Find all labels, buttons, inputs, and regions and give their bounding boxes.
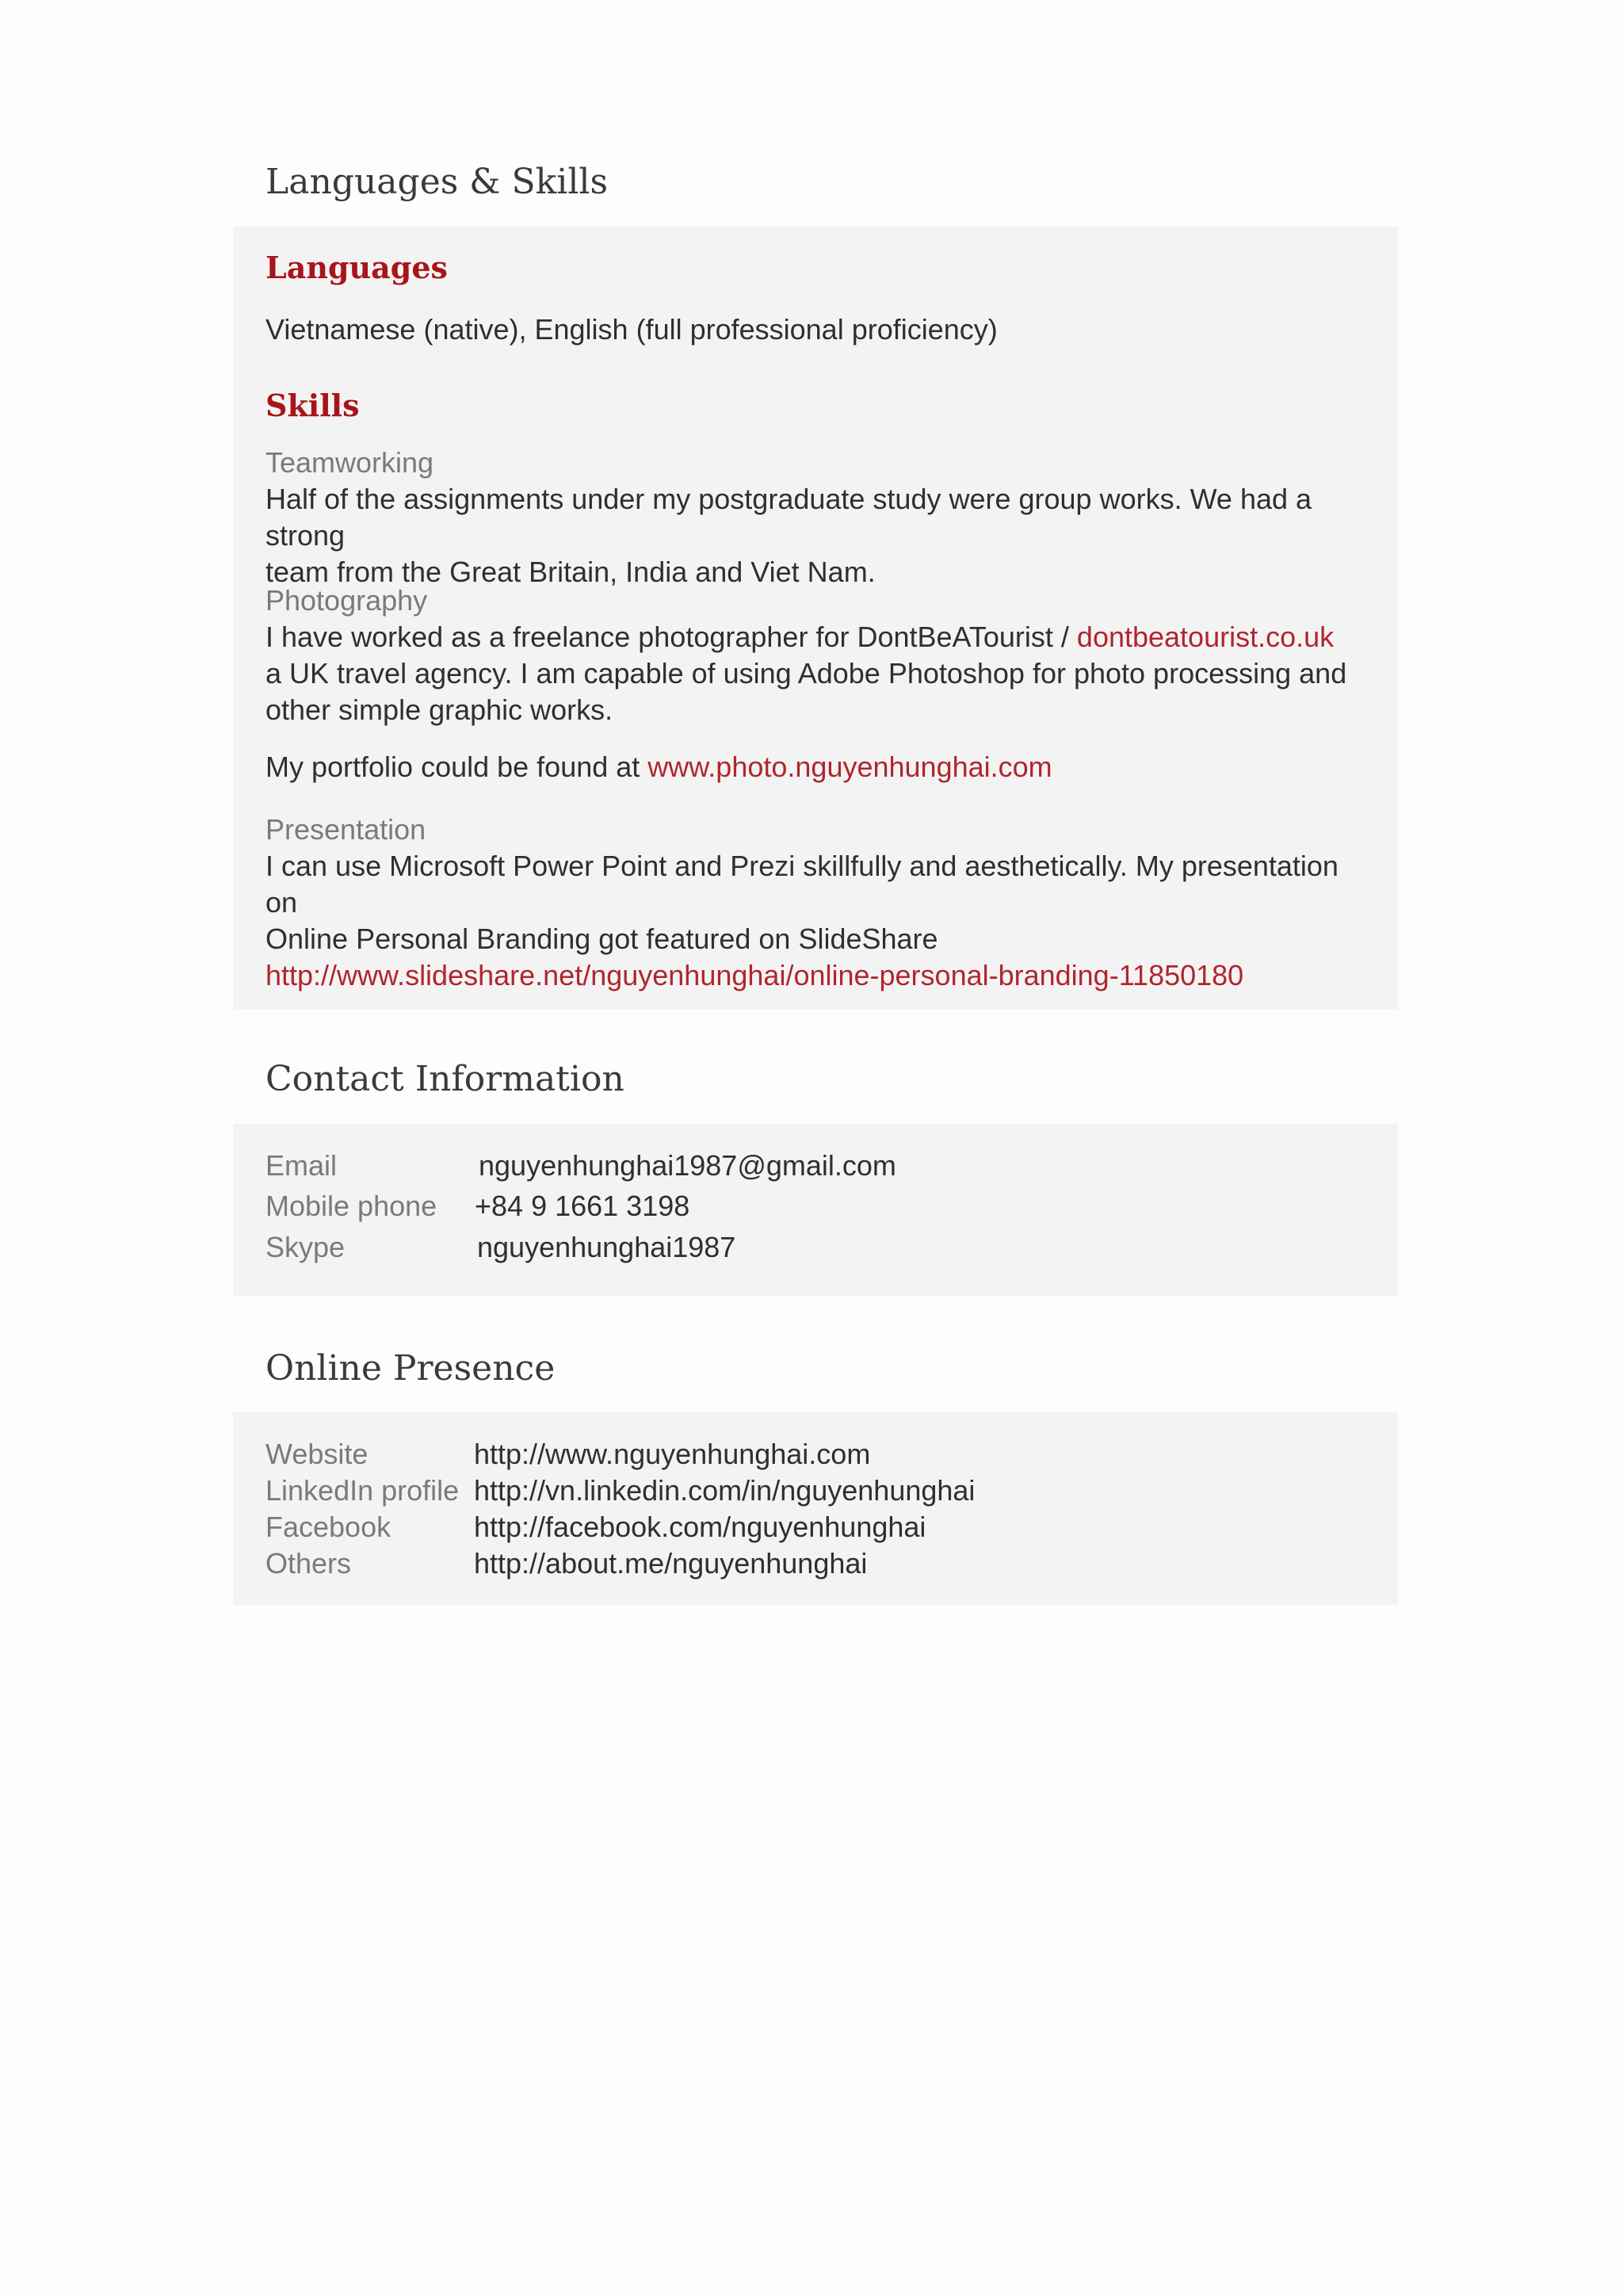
website-link[interactable]: http://www.nguyenhunghai.com <box>474 1438 871 1470</box>
photography-line-2: a UK travel agency. I am capable of using Adobe Photoshop for photo processing and <box>265 657 1347 690</box>
linkedin-link[interactable]: http://vn.linkedin.com/in/nguyenhunghai <box>474 1474 976 1507</box>
teamworking-description <box>265 481 1375 590</box>
skill-name-teamworking: Teamworking <box>265 446 434 479</box>
section-title-online: Online Presence <box>265 1348 556 1389</box>
online-label-facebook: Facebook <box>265 1511 391 1543</box>
teamworking-line-1: Half of the assignments under my postgraduate study were group works. We had a strong <box>265 483 1312 552</box>
presentation-description <box>265 848 1375 994</box>
photography-description <box>265 619 1375 728</box>
portfolio-link[interactable]: www.photo.nguyenhunghai.com <box>647 751 1052 783</box>
contact-panel <box>233 1124 1398 1297</box>
contact-value-skype: nguyenhunghai1987 <box>477 1231 736 1263</box>
dontbeatourist-link[interactable]: dontbeatourist.co.uk <box>1076 621 1335 653</box>
section-title-languages-skills: Languages & Skills <box>265 162 609 202</box>
contact-value-email[interactable]: nguyenhunghai1987@gmail.com <box>479 1149 896 1182</box>
skill-name-photography: Photography <box>265 584 428 617</box>
photography-line-3: other simple graphic works. <box>265 693 613 726</box>
languages-text: Vietnamese (native), English (full professional proficiency) <box>265 313 998 346</box>
online-panel <box>233 1412 1398 1605</box>
presentation-line-1: I can use Microsoft Power Point and Prezi skillfully and aesthetically. My presentation on <box>265 850 1338 919</box>
skill-name-presentation: Presentation <box>265 813 426 846</box>
contact-value-mobile: +84 9 1661 3198 <box>475 1190 690 1222</box>
portfolio-line <box>265 749 1375 785</box>
contact-label-skype: Skype <box>265 1231 346 1263</box>
others-link[interactable]: http://about.me/nguyenhunghai <box>474 1547 868 1580</box>
portfolio-text: My portfolio could be found at <box>265 751 648 783</box>
online-label-linkedin: LinkedIn profile <box>265 1474 460 1507</box>
skills-heading: Skills <box>265 388 360 423</box>
slideshare-link[interactable]: http://www.slideshare.net/nguyenhunghai/online-personal-branding-11850180 <box>265 959 1244 991</box>
languages-heading: Languages <box>265 250 448 285</box>
languages-skills-panel <box>233 227 1398 1010</box>
presentation-line-2: Online Personal Branding got featured on SlideShare <box>265 923 938 955</box>
facebook-link[interactable]: http://facebook.com/nguyenhunghai <box>474 1511 926 1543</box>
online-label-website: Website <box>265 1438 369 1470</box>
contact-label-mobile: Mobile phone <box>265 1190 437 1222</box>
online-label-others: Others <box>265 1547 352 1580</box>
teamworking-line-2: team from the Great Britain, India and Viet Nam. <box>265 556 876 588</box>
contact-label-email: Email <box>265 1149 338 1182</box>
photography-line-1-text: I have worked as a freelance photographer for DontBeATourist / <box>265 621 1077 653</box>
photography-line-1 <box>265 619 1375 655</box>
section-title-contact: Contact Information <box>265 1059 624 1099</box>
